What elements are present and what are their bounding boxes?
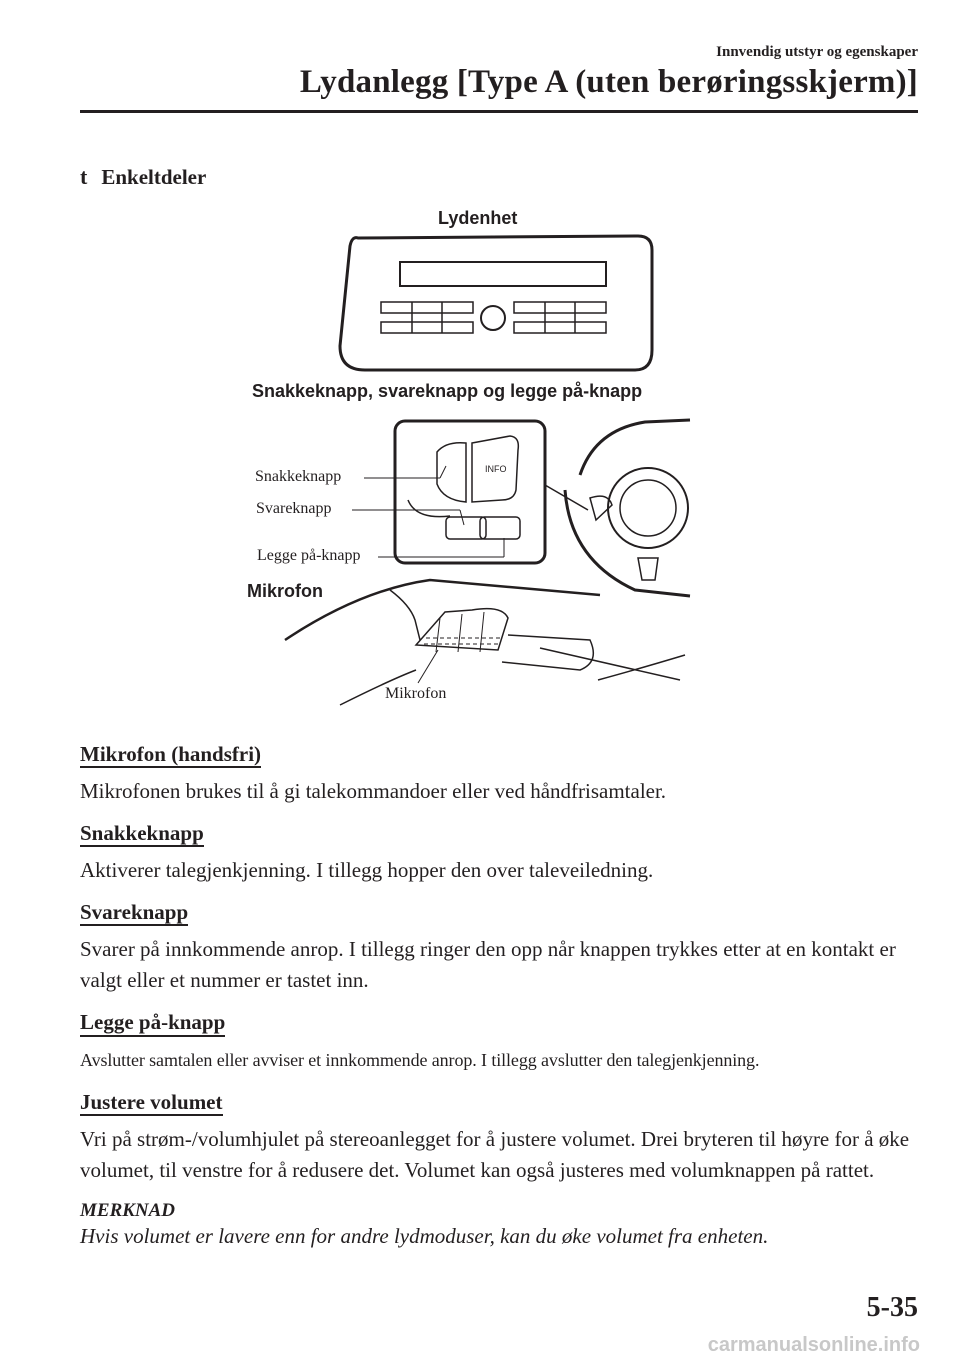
item-body: Aktiverer talegjenkjenning. I tillegg hopper den over taleveiledning. bbox=[80, 858, 654, 883]
audio-unit-label: Lydenhet bbox=[438, 208, 518, 228]
hangup-button-callout: Legge på-knapp bbox=[257, 547, 361, 564]
item-adjust-volume bbox=[80, 1076, 920, 1186]
section-bullet-icon: t bbox=[80, 164, 88, 189]
audio-unit-buttons-left-top bbox=[381, 302, 473, 313]
components-illustration bbox=[240, 200, 700, 720]
watermark: carmanualsonline.info bbox=[707, 1334, 920, 1356]
item-title: Svareknapp bbox=[80, 900, 188, 926]
section-heading bbox=[80, 164, 206, 190]
steering-buttons-label: Snakkeknapp, svareknapp og legge på-knapp bbox=[252, 381, 643, 401]
info-button-label: INFO bbox=[485, 464, 507, 474]
talk-button-callout: Snakkeknapp bbox=[255, 468, 342, 485]
microphone-heading-label: Mikrofon bbox=[247, 581, 323, 601]
overhead-console-outline bbox=[285, 580, 600, 640]
item-title: Justere volumet bbox=[80, 1090, 223, 1116]
steering-switch-inset bbox=[395, 421, 545, 563]
note-body: Hvis volumet er lavere enn for andre lydmoduser, kan du øke volumet fra enheten. bbox=[80, 1223, 769, 1248]
section-title: Enkeltdeler bbox=[101, 165, 207, 189]
note-block bbox=[80, 1200, 920, 1250]
item-hangup-button bbox=[80, 996, 920, 1075]
item-title: Mikrofon (handsfri) bbox=[80, 742, 261, 768]
microphone-callout: Mikrofon bbox=[385, 685, 447, 702]
item-title: Snakkeknapp bbox=[80, 821, 204, 847]
item-body: Svarer på innkommende anrop. I tillegg ringer den opp når knappen trykkes etter at en kontakt er valgt eller et nummer er tastet inn. bbox=[80, 937, 896, 993]
content-body bbox=[80, 728, 920, 1250]
components-figure bbox=[240, 200, 700, 720]
item-body: Mikrofonen brukes til å gi talekommandoer eller ved håndfrisamtaler. bbox=[80, 779, 667, 804]
note-title: MERKNAD bbox=[80, 1199, 176, 1221]
item-microphone bbox=[80, 728, 920, 807]
item-body: Vri på strøm-/volumhjulet på stereoanlegget for å justere volumet. Drei bryteren til høyre for å øke volumet, til venstre for å redusere det. Volumet kan også justeres med volumknappen på rattet. bbox=[80, 1126, 910, 1182]
audio-unit-buttons-left-bottom bbox=[381, 322, 473, 333]
page-number: 5-35 bbox=[866, 1292, 918, 1323]
page-title: Lydanlegg [Type A (uten berøringsskjerm)] bbox=[299, 64, 918, 100]
item-title: Legge på-knapp bbox=[80, 1010, 225, 1036]
answer-button-callout: Svareknapp bbox=[256, 500, 332, 517]
audio-unit-volume-knob bbox=[481, 306, 505, 330]
audio-unit-display bbox=[400, 262, 606, 286]
item-answer-button bbox=[80, 886, 920, 996]
item-talk-button bbox=[80, 807, 920, 886]
audio-unit-buttons-right-bottom bbox=[514, 322, 606, 333]
audio-unit-outline bbox=[340, 236, 652, 370]
item-body: Avslutter samtalen eller avviser et innkommende anrop. I tillegg avslutter den talegjenkjenning. bbox=[80, 1049, 760, 1070]
audio-unit-buttons-right-top bbox=[514, 302, 606, 313]
header-section-name: Innvendig utstyr og egenskaper bbox=[716, 44, 918, 60]
header-divider bbox=[80, 110, 918, 113]
steering-wheel-rim bbox=[580, 420, 690, 475]
